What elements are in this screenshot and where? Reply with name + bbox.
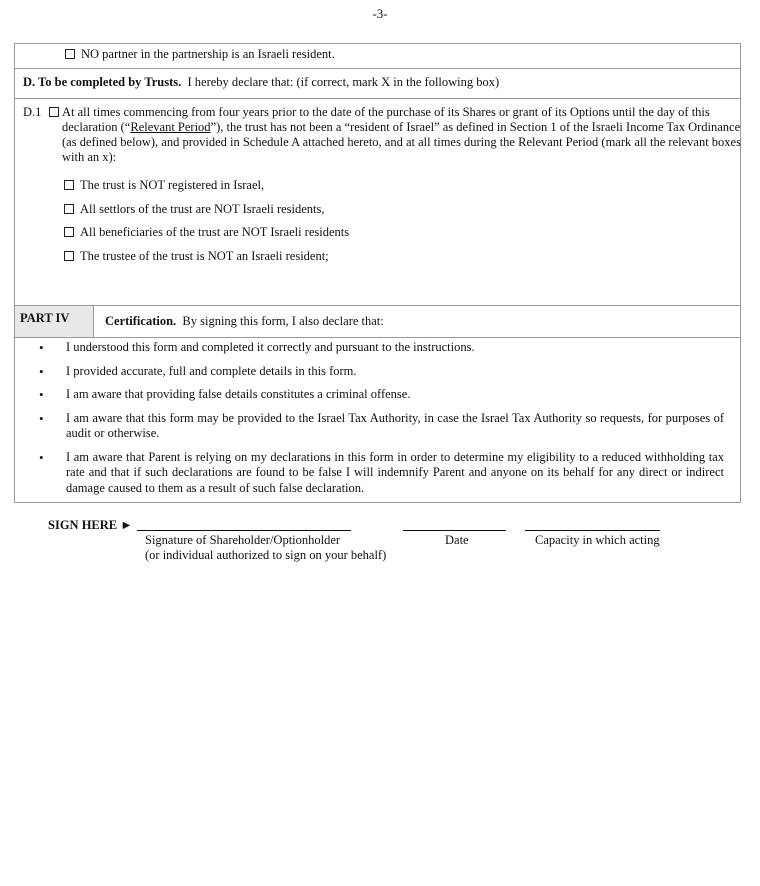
beneficiaries-checkbox[interactable] — [64, 227, 74, 237]
date-line[interactable] — [403, 530, 506, 531]
no-partner-checkbox[interactable] — [65, 49, 75, 59]
d1-option — [64, 202, 349, 226]
bullet-icon: • — [39, 410, 44, 426]
certification-text: I understood this form and completed it correctly and pursuant to the instructions. — [66, 340, 475, 354]
certification-text: I provided accurate, full and complete details in this form. — [66, 363, 357, 378]
capacity-line[interactable] — [525, 530, 660, 531]
certification-text: I am aware that providing false details constitutes a criminal offense. — [66, 387, 411, 401]
d1-option-label: All beneficiaries of the trust are NOT Israeli residents — [80, 225, 350, 239]
d1-option-label: The trust is NOT registered in Israel, — [80, 178, 265, 192]
bullet-icon: • — [39, 363, 44, 379]
section-d-header — [15, 69, 740, 99]
section-d1 — [15, 99, 740, 306]
d1-option-label: The trustee of the trust is NOT an Israeli resident; — [80, 248, 329, 263]
section-d-instruction: I hereby declare that: (if correct, mark X in the following box) — [187, 75, 500, 89]
section-d-title: D. To be completed by Trusts. — [23, 75, 182, 89]
bullet-icon: • — [39, 449, 44, 465]
certification-text: I am aware that this form may be provided to the Israel Tax Authority, in case the Israel Tax Authority so requests, for purposes of audit or otherwise. — [66, 410, 724, 440]
date-caption: Date — [445, 533, 469, 547]
signature-block — [0, 517, 760, 577]
d1-option — [64, 249, 349, 273]
signature-line[interactable] — [137, 530, 351, 531]
d1-option-label: All settlors of the trust are NOT Israeli residents, — [80, 201, 325, 216]
part-iv-title-block — [94, 306, 384, 337]
d1-options — [64, 178, 349, 272]
certification-text: I am aware that Parent is relying on my declarations in this form in order to determine my eligibility to a reduced withholding tax rate and that if such declarations are found to be false I will indemnify Parent and anyone on its behalf for any direct or indirect damage caused to them as a result of such false declaration. — [66, 449, 724, 495]
bullet-icon: • — [39, 340, 44, 355]
capacity-caption: Capacity in which acting — [535, 533, 660, 547]
part-iv-header — [15, 306, 740, 338]
trustee-checkbox[interactable] — [64, 251, 74, 261]
settlors-checkbox[interactable] — [64, 204, 74, 214]
certification-list — [15, 340, 724, 496]
certification-item — [15, 364, 724, 380]
d1-option — [64, 225, 349, 249]
trust-not-registered-checkbox[interactable] — [64, 180, 74, 190]
d1-text-after: ”), the trust has not been a “resident of Israel” as defined in Section 1 of the Israeli Income Tax Ordinance (as defined below), and provided in Schedule A attached hereto, and at all times during the Relevant Period (mark all the relevant boxes with an x): — [62, 120, 741, 164]
d1-checkbox[interactable] — [49, 107, 59, 117]
d1-declaration-text — [62, 105, 742, 165]
certification-item — [15, 450, 724, 497]
d1-header — [23, 105, 65, 120]
declaration-form — [14, 43, 741, 503]
certification-subtitle: By signing this form, I also declare that: — [182, 314, 384, 328]
relevant-period-term: Relevant Period — [130, 120, 211, 134]
page-number: -3- — [372, 6, 388, 21]
bullet-icon: • — [39, 387, 44, 402]
no-partner-label: NO partner in the partnership is an Israeli resident. — [81, 47, 335, 61]
certification-item — [15, 411, 724, 442]
partnership-option-row — [15, 44, 740, 69]
certification-title: Certification. — [105, 314, 177, 328]
certification-item — [15, 340, 724, 356]
d1-label: D.1 — [23, 105, 42, 119]
signature-subcaption: (or individual authorized to sign on your behalf) — [145, 548, 387, 562]
certification-item — [15, 387, 724, 403]
part-iv-label: PART IV — [15, 306, 94, 337]
sign-here-label: SIGN HERE ► — [48, 518, 133, 532]
d1-option — [64, 178, 349, 202]
d1-text-before: At all times commencing from four years prior to the date of the purchase of its Shares or grant of its Options until the day of this declaration (“ — [62, 105, 710, 134]
signature-caption-block — [145, 533, 386, 563]
certification-section — [15, 338, 740, 502]
signature-caption: Signature of Shareholder/Optionholder — [145, 533, 341, 547]
